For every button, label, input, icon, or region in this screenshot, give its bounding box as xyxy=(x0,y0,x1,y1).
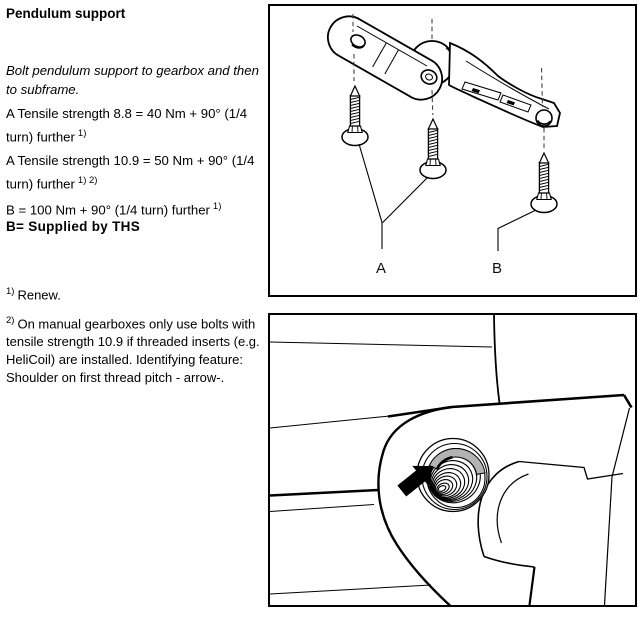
footnote-1 xyxy=(6,283,267,304)
page-title: Pendulum support xyxy=(6,6,126,21)
figure-thread-shoulder-closeup xyxy=(268,313,637,607)
leader-lines xyxy=(359,144,536,251)
bolt-a-middle xyxy=(420,119,446,179)
pendulum-support-drawing xyxy=(270,6,635,295)
intro-note: Bolt pendulum support to gearbox and then to subframe. xyxy=(6,63,259,97)
bolt-b xyxy=(531,153,557,213)
spec-text: B = 100 Nm + 90° (1/4 turn) further xyxy=(6,202,210,218)
footnote-marker: 1) xyxy=(6,286,15,297)
bolt-a-left xyxy=(342,86,368,146)
supplier-note: B= Supplied by THS xyxy=(6,219,141,234)
label-b: B xyxy=(491,260,503,277)
bolt-hole xyxy=(536,110,552,126)
figure-pendulum-support-bolts xyxy=(268,4,637,297)
footnote-marker: 2) xyxy=(6,315,15,326)
footnote-ref: 1) xyxy=(212,201,222,212)
torque-spec-b xyxy=(6,197,267,220)
footnote-2 xyxy=(6,312,267,387)
label-a: A xyxy=(375,260,387,277)
torque-spec-a-10-9 xyxy=(6,151,267,193)
footnote-text: On manual gearboxes only use bolts with tensile strength 10.9 if threaded inserts (e.g. HeliCoil) are installed. Identifying feature: Shoulder on first thread pitch - arrow-. xyxy=(6,316,260,386)
thread-shoulder-drawing xyxy=(270,315,635,605)
pendulum-support-arm xyxy=(328,16,560,127)
spec-text: A Tensile strength 8.8 = 40 Nm + 90° (1/4 turn) further xyxy=(6,106,248,144)
instruction-column xyxy=(6,0,267,619)
spec-text: A Tensile strength 10.9 = 50 Nm + 90° (1/4 turn) further xyxy=(6,153,255,191)
torque-spec-a-8-8 xyxy=(6,104,267,146)
footnote-ref: 1) xyxy=(77,127,87,139)
footnote-ref: 1) 2) xyxy=(77,174,98,186)
footnote-text: Renew. xyxy=(17,287,61,303)
